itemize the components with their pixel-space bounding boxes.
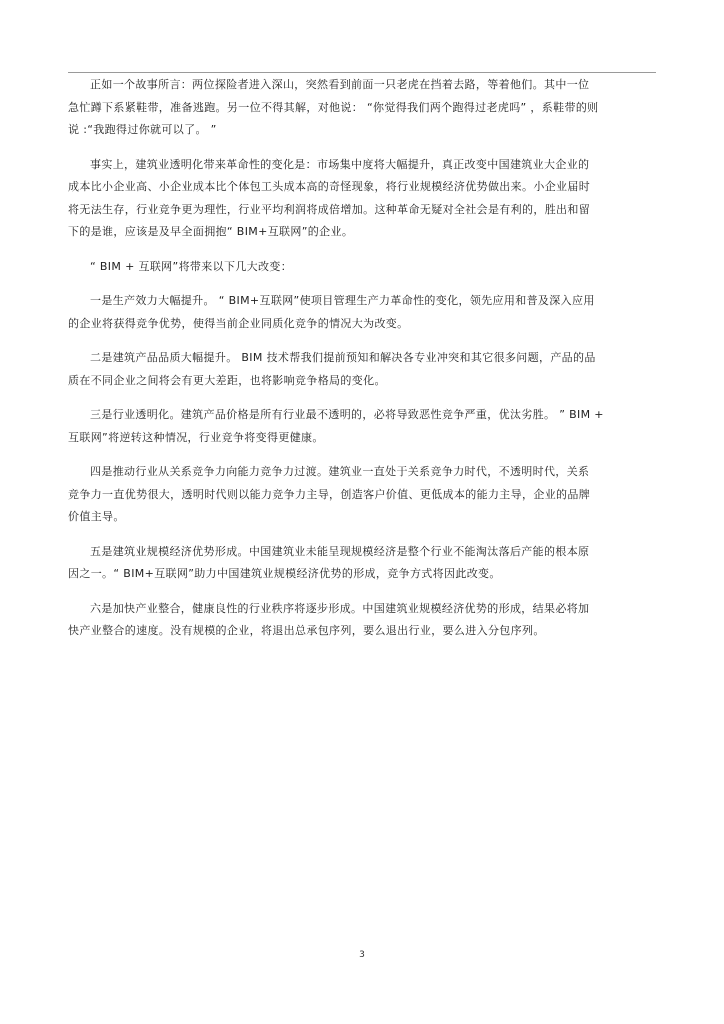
paragraph-change-6	[68, 598, 658, 643]
paragraph-line: 因之一。“ BIM+互联网”助力中国建筑业规模经济优势的形成，竞争方式将因此改变。	[68, 567, 501, 580]
paragraph-change-3	[68, 404, 658, 449]
paragraph-line: 下的是谁，应该是及早全面拥抱“ BIM+互联网”的企业。	[68, 225, 354, 238]
header-rule	[68, 72, 656, 73]
paragraph-change-4	[68, 461, 658, 529]
body-text	[68, 74, 658, 655]
paragraph-line: 互联网”将逆转这种情况，行业竞争将变得更健康。	[68, 430, 324, 444]
paragraph-line: 竞争力一直优势很大，透明时代则以能力竞争力主导，创造客户价值、更低成本的能力主导，企业的品牌	[68, 487, 591, 501]
paragraph-story	[68, 74, 658, 142]
paragraph-line: 急忙蹲下系紧鞋带，准备逃跑。另一位不得其解，对他说： “你觉得我们两个跑得过老虎吗” ，系鞋带的则	[68, 100, 599, 114]
paragraph-line: 五是建筑业规模经济优势形成。中国建筑业未能呈现规模经济是整个行业不能淘汰落后产能的根本原	[90, 544, 590, 558]
paragraph-line: 事实上，建筑业透明化带来革命性的变化是：市场集中度将大幅提升，真正改变中国建筑业大企业的	[90, 157, 590, 171]
paragraph-line: 质在不同企业之间将会有更大差距，也将影响竞争格局的变化。	[68, 373, 386, 387]
paragraph-transparency-revolution	[68, 154, 658, 244]
paragraph-line: 将无法生存，行业竞争更为理性，行业平均利润将成倍增加。这种革命无疑对全社会是有利的，胜出和留	[68, 202, 591, 216]
paragraph-change-5	[68, 541, 658, 586]
paragraph-line: 一是生产效力大幅提升。 “ BIM+互联网”使项目管理生产力革命性的变化，领先应用和普及深入应用	[90, 294, 595, 307]
paragraph-line: 三是行业透明化。建筑产品价格是所有行业最不透明的，必将导致恶性竞争严重，优汰劣胜。 ” BIM +	[90, 408, 604, 421]
paragraph-line: 二是建筑产品品质大幅提升。 BIM 技术帮我们提前预知和解决各专业冲突和其它很多问题，产品的品	[90, 351, 596, 364]
paragraph-line: 成本比小企业高、小企业成本比个体包工头成本高的奇怪现象，将行业规模经济优势做出来。小企业届时	[68, 180, 591, 193]
paragraph-line: 价值主导。	[68, 510, 125, 523]
paragraph-line: 四是推动行业从关系竞争力向能力竞争力过渡。建筑业一直处于关系竞争力时代，不透明时代，关系	[90, 465, 590, 478]
page-number: 3	[359, 950, 365, 960]
paragraph-change-1	[68, 290, 658, 335]
paragraph-changes-intro	[68, 256, 658, 279]
paragraph-line: 快产业整合的速度。没有规模的企业，将退出总承包序列，要么退出行业，要么进入分包序列。	[68, 624, 545, 637]
paragraph-line: 正如一个故事所言：两位探险者进入深山，突然看到前面一只老虎在挡着去路，等着他们。其中一位	[90, 78, 590, 91]
paragraph-line: 说 :“我跑得过你就可以了。 ”	[68, 123, 217, 136]
paragraph-line: 的企业将获得竞争优势，使得当前企业同质化竞争的情况大为改变。	[68, 316, 409, 330]
paragraph-line: 六是加快产业整合，健康良性的行业秩序将逐步形成。中国建筑业规模经济优势的形成，结果必将加	[90, 601, 590, 615]
paragraph-line: “ BIM + 互联网”将带来以下几大改变：	[90, 259, 293, 273]
paragraph-change-2	[68, 347, 658, 392]
